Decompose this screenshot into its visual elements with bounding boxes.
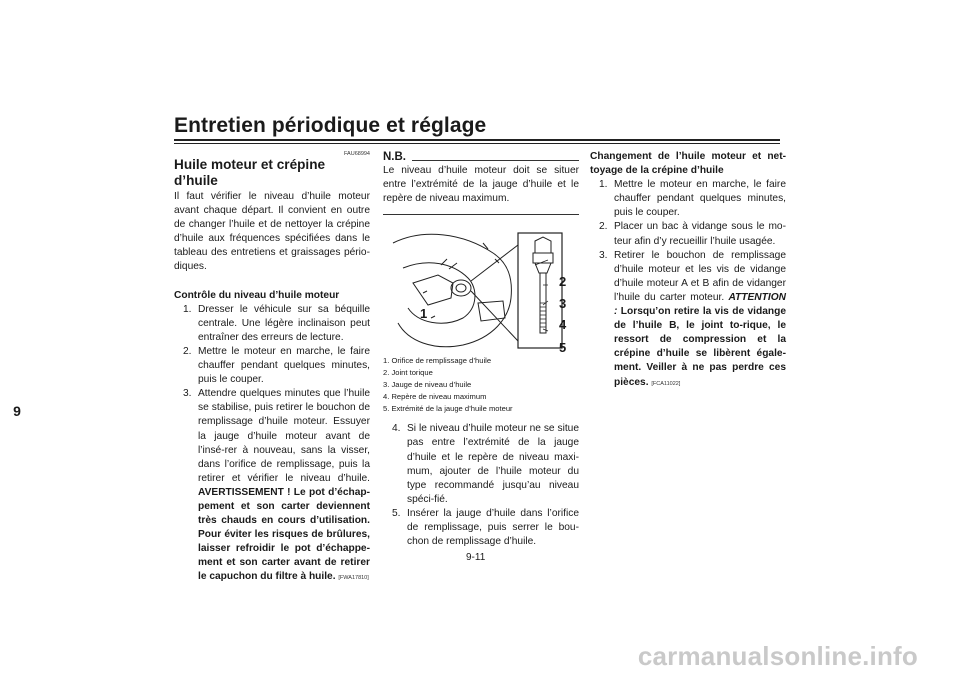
step-item: 3. Retirer le bouchon de remplissage d’huile moteur et les vis de vidange d’huile moteur A et B afin de vidanger l’huile du carter moteur. ATTENTION : Lorsqu’on retire la vis de vidange de l’huile B, le joint to-rique, le ressort de compression et la crépine d’huile se libèrent égale-ment. Veiller à ne pas perdre ces pièces. [FCA11022] [599, 249, 786, 388]
subheading-oil-check: Contrôle du niveau d’huile moteur [174, 289, 340, 301]
note-label: N.B. [383, 151, 406, 163]
callout-2: 2 [559, 274, 567, 290]
legend-item: 5. Extrémité de la jauge d’huile moteur [383, 403, 513, 413]
callout-4: 4 [559, 317, 567, 333]
engine-illustration [383, 223, 579, 356]
page-header-title: Entretien périodique et réglage [174, 114, 487, 137]
step-item: 1. Dresser le véhicule sur sa béquille centrale. Une légère inclinaison peut entraîner des erreurs de lecture. [183, 303, 370, 343]
figure-legend [383, 355, 579, 414]
caution-text: Lorsqu’on retire la vis de vidange de l’huile B, le joint to-rique, le ressort de compression et la crépine d’huile se libèrent égale-ment. Veiller à ne pas perdre ces pièces. [614, 306, 786, 388]
callout-5: 5 [559, 340, 567, 356]
note-bottom-rule [383, 214, 579, 215]
column-left [174, 150, 370, 586]
steps-list-2 [383, 422, 579, 549]
page-number: 9-11 [466, 552, 486, 563]
caution-ref: [FCA11022] [651, 380, 681, 387]
step-item: 4. Si le niveau d’huile moteur ne se situe pas entre l’extrémité de la jauge d’huile et le repère de niveau maxi-mum, ajouter de l’huile moteur du type recommandé jusqu’au niveau spéci-fié. [392, 423, 579, 505]
note-header [383, 150, 579, 164]
legend-item: 4. Repère de niveau maximum [383, 391, 487, 401]
header-rule [174, 139, 780, 141]
step-item: 2. Mettre le moteur en marche, le faire chauffer pendant quelques minutes, puis le couper. [183, 345, 370, 386]
watermark: carmanualsonline.info [637, 641, 918, 671]
subheading-oil-change: Changement de l’huile moteur et net-toyage de la crépine d’huile [590, 151, 786, 177]
step-item: 2. Placer un bac à vidange sous le mo-teur afin d’y recueillir l’huile usagée. [599, 221, 786, 247]
note-rule [412, 160, 579, 161]
caution-label: ATTENTION : [614, 291, 786, 318]
steps-list-1 [174, 303, 370, 586]
note-text: Le niveau d’huile moteur doit se situer entre l’extrémité de la jauge d’huile et le repère de niveau maximum. [383, 165, 579, 205]
chapter-tab: 9 [13, 403, 21, 419]
legend-item: 1. Orifice de remplissage d’huile [383, 356, 492, 366]
column-right [590, 150, 786, 391]
callout-1: 1 [420, 306, 428, 322]
section-heading: Huile moteur et crépine d’huile [174, 157, 326, 188]
warning-ref: [FWA17810] [338, 575, 369, 582]
intro-paragraph: Il faut vérifier le niveau d’huile moteur avant chaque départ. Il convient en outre de changer l’huile et de nettoyer la crépine d’huile aux fréquences spécifiées dans le tableau des entretiens et graissages pério-diques. [174, 191, 370, 273]
legend-item: 2. Joint torique [383, 368, 433, 378]
step-item: 3. Attendre quelques minutes que l’huile se stabilise, puis retirer le bouchon de remplissage d’huile moteur. Essuyer la jauge d’huile moteur avant de l’insé-rer à nouveau, sans la visser, dans l’orifice de remplissage, puis la retirer et vérifier le niveau d’huile. AVERTISSEMENT ! Le pot d’échap-pement et son carter deviennent très chauds en cours d’utilisation. Pour éviter les risques de brûlures, laisser refroidir le pot d’échappe-ment et son carter avant de retirer le capuchon du filtre à huile. [FWA17810] [183, 388, 370, 583]
callout-3: 3 [559, 296, 567, 312]
legend-item: 3. Jauge de niveau d’huile [383, 379, 472, 389]
step-item: 5. Insérer la jauge d’huile dans l’orifice de remplissage, puis serrer le bou-chon de remplissage d’huile. [392, 507, 579, 548]
column-middle [383, 150, 579, 549]
steps-list-3 [590, 178, 786, 390]
header-rule-thin [174, 143, 780, 144]
warning-text: AVERTISSEMENT ! Le pot d’échap-pement et son carter deviennent très chauds en cours d’utilisation. Pour éviter les risques de brûlures, laisser refroidir le pot d’échappe-ment et son carter avant de retirer le capuchon du filtre à huile. [198, 486, 370, 583]
step-item: 1. Mettre le moteur en marche, le faire chauffer pendant quelques minutes, puis le couper. [599, 179, 786, 219]
oil-dipstick-figure [383, 223, 579, 356]
reference-code: FAU68994 [344, 151, 370, 157]
